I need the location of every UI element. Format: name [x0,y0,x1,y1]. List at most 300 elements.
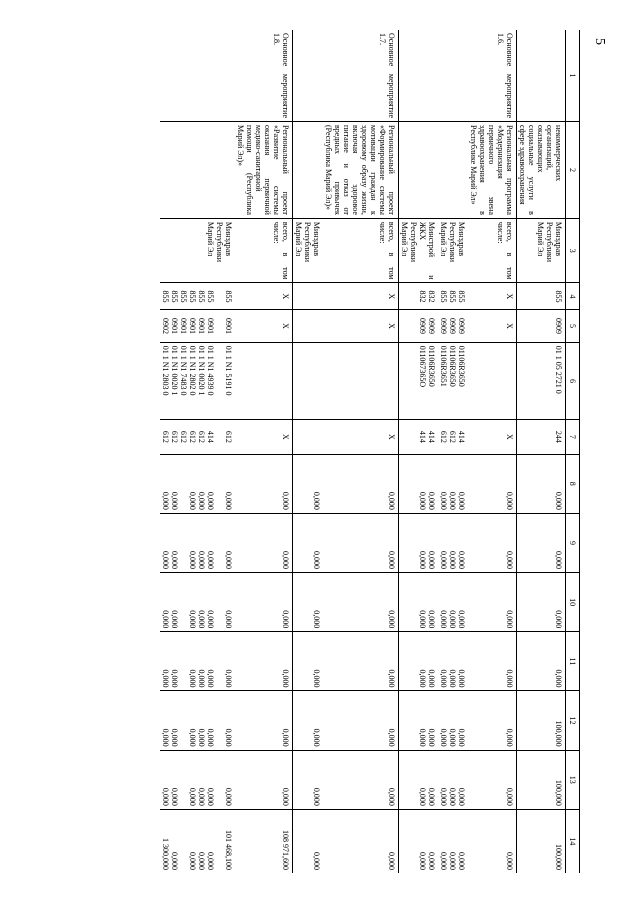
cell-line: 0,000 [206,551,215,570]
cell-line: 0,000 [206,787,215,806]
cell-line: 855 [188,290,197,303]
cell-line: 0909 [418,318,427,335]
cell-line: 0,000 [457,491,466,510]
value-col-12-cell [160,691,235,750]
cell-line: 01 1 05 2721 0 [554,345,563,394]
cell-line: 0,000 [224,787,233,806]
value-col-8-cell [293,454,324,513]
target-article-cell [468,342,517,420]
value-col-8-cell [517,454,566,513]
cell-line: 0,000 [427,787,436,806]
value-col-8-cell [438,454,468,513]
cell-line: 0901 [224,318,233,335]
cell-line: 0,000 [505,551,514,570]
cell-line: Основное мероприятие 1.6. [496,33,514,118]
value-col-14-cell [517,809,566,873]
cell-line [179,458,188,510]
cell-line: 0,000 [188,610,197,629]
event-description-cell [468,122,517,219]
target-article-cell [293,342,324,420]
target-article-cell [235,342,293,420]
cell-line: 100,000 [554,844,563,870]
cell-line: 0,000 [439,852,448,870]
cell-line: 0,000 [505,728,514,747]
table-row [438,30,468,873]
event-description-cell [160,122,235,219]
cell-line: 832 [418,290,427,303]
rotated-table-container [115,30,580,873]
cell-line: 011067365О [418,345,427,388]
value-col-8-cell [235,454,293,513]
event-name-cell [438,30,468,122]
cell-line: всего, в том числе: [496,221,514,280]
value-col-14-cell [160,809,235,873]
cell-line: 855 [197,290,206,303]
cell-line: 0,000 [312,669,321,688]
cell-line [312,346,321,417]
cell-line: 612 [170,430,179,443]
target-article-cell [160,342,235,420]
cell-line: 0,000 [312,491,321,510]
executor-cell [468,218,517,283]
value-col-14-cell [235,809,293,873]
cell-line: 855 [170,290,179,303]
event-description-cell [323,122,399,219]
cell-line: Региональный проект «Формирование системы мотивации граждан к здоровому образу жизни, включая здоровое питание и отказ от вредных привычек (Республика Марий Эл)» [324,125,396,215]
cell-line: 0,000 [188,728,197,747]
cell-line: Региональная программа «Модернизация первичного звена здравоохранения в Республике Марий Эл» [469,125,514,215]
cell-line: 0,000 [439,728,448,747]
expense-type-cell [323,420,399,454]
cell-line: Основное мероприятие 1.8. [272,33,290,118]
cell-line: 855 [457,290,466,303]
cell-line: 0,000 [505,787,514,806]
cell-line: 01 1 N1 7483 0 [179,345,188,396]
cell-line: 414 [418,430,427,443]
column-header: 10 [566,573,580,632]
value-col-13-cell [517,750,566,809]
value-col-12-cell [323,691,399,750]
cell-line: 0,000 [161,491,170,510]
cell-line: 0,000 [457,551,466,570]
executor-cell [323,218,399,283]
cell-line [179,517,188,569]
cell-line: 0,000 [554,491,563,510]
cell-line: 0,000 [170,491,179,510]
grbs-code-cell [438,283,468,310]
cell-line: Х [387,323,396,329]
value-col-13-cell [293,750,324,809]
value-col-9-cell [235,513,293,572]
cell-line: 612 [161,430,170,443]
table-row [293,30,324,873]
value-col-8-cell [399,454,439,513]
grbs-code-cell [468,283,517,310]
cell-line: 0,000 [188,491,197,510]
event-description-cell [235,122,293,219]
cell-line: 0,000 [439,551,448,570]
cell-line: 01106R3651 [439,345,448,387]
event-name-cell [160,30,235,122]
cell-line: 0,000 [439,491,448,510]
cell-line: 0,000 [224,728,233,747]
cell-line: Х [281,434,290,440]
cell-line: некоммерческих организаций, оказывающих социальные услуги в сфере здравоохранения [518,125,563,215]
value-col-9-cell [468,513,517,572]
cell-line: 0,000 [206,728,215,747]
cell-line: Х [387,293,396,300]
grbs-code-cell [517,283,566,310]
cell-line [312,286,321,306]
cell-line: 0,000 [448,551,457,570]
cell-line [179,813,188,870]
grbs-code-cell [160,283,235,310]
cell-line: 0,000 [197,551,206,570]
section-code-cell [399,310,439,342]
cell-line [224,125,233,215]
column-header: 6 [566,342,580,420]
table-row [517,30,566,873]
value-col-12-cell [235,691,293,750]
executor-cell [235,218,293,283]
cell-line: 0909 [439,318,448,335]
cell-line: 414 [457,430,466,443]
cell-line: 0901 [206,318,215,335]
value-col-10-cell [468,573,517,632]
section-code-cell [235,310,293,342]
cell-line: 0,000 [224,669,233,688]
value-col-14-cell [399,809,439,873]
cell-line: 0,000 [206,852,215,870]
cell-line [312,313,321,338]
column-header: 4 [566,283,580,310]
value-col-11-cell [399,632,439,691]
cell-line: всего, в том числе: [272,221,290,280]
cell-line: 0901 [188,318,197,335]
cell-line [427,33,436,118]
cell-line [281,346,290,417]
cell-line: 0,000 [161,669,170,688]
cell-line: 0,000 [427,551,436,570]
cell-line: 100,000 [554,779,563,806]
cell-line: 0,000 [448,852,457,870]
cell-line [179,694,188,746]
cell-line: 100,000 [554,720,563,747]
cell-line [215,754,224,806]
section-code-cell [293,310,324,342]
cell-line [215,813,224,870]
event-description-cell [438,122,468,219]
cell-line: 0909 [554,318,563,335]
cell-line: 0,000 [387,787,396,806]
value-col-11-cell [235,632,293,691]
cell-line: 0,000 [418,491,427,510]
value-col-13-cell [438,750,468,809]
cell-line: 0,000 [457,669,466,688]
cell-line: 0,000 [197,852,206,870]
cell-line: 0,000 [197,787,206,806]
cell-line: 0,000 [505,491,514,510]
cell-line [215,694,224,746]
cell-line: 0,000 [197,669,206,688]
value-col-13-cell [399,750,439,809]
expense-type-cell [468,420,517,454]
value-col-9-cell [160,513,235,572]
cell-line: 0,000 [418,610,427,629]
target-article-cell [517,342,566,420]
cell-line [215,517,224,569]
cell-line: 0,000 [281,610,290,629]
cell-line: 0,000 [206,610,215,629]
cell-line: Х [281,293,290,300]
cell-line: 855 [179,290,188,303]
cell-line: 612 [179,430,188,443]
cell-line: 0,000 [505,669,514,688]
value-col-10-cell [235,573,293,632]
cell-line: 0,000 [161,787,170,806]
cell-line: 855 [206,290,215,303]
cell-line: 0,000 [448,787,457,806]
cell-line: 0,000 [418,852,427,870]
cell-line: 0,000 [224,491,233,510]
cell-line: Региональный проект «Развитие системы оказания первичной медико-санитарной помощи (Республика Марий Эл)» [236,125,290,215]
page-number: 5 [592,38,607,45]
cell-line: 0,000 [281,669,290,688]
value-col-10-cell [323,573,399,632]
event-description-cell [399,122,439,219]
cell-line: 0,000 [188,551,197,570]
cell-line: 855 [224,290,233,303]
cell-line: 101 468,100 [224,830,233,870]
cell-line: 0,000 [457,852,466,870]
cell-line: 0,000 [312,551,321,570]
cell-line: 414 [427,430,436,443]
cell-line: 0901 [170,318,179,335]
cell-line: 0,000 [505,610,514,629]
value-col-9-cell [323,513,399,572]
value-col-12-cell [438,691,468,750]
value-col-10-cell [399,573,439,632]
cell-line: 0,000 [281,728,290,747]
cell-line: 1 300,000 [161,838,170,870]
cell-line: Х [281,323,290,329]
value-col-13-cell [235,750,293,809]
cell-line: 0,000 [418,669,427,688]
cell-line: 0,000 [427,491,436,510]
column-header: 2 [566,122,580,219]
cell-line: 0,000 [188,787,197,806]
section-code-cell [517,310,566,342]
column-header: 13 [566,750,580,809]
column-header: 8 [566,454,580,513]
cell-line: 0,000 [197,610,206,629]
value-col-8-cell [323,454,399,513]
cell-line [224,33,233,118]
table-row [160,30,235,873]
event-description-cell [293,122,324,219]
cell-line [215,458,224,510]
cell-line: 0,000 [224,551,233,570]
value-col-9-cell [399,513,439,572]
event-name-cell [323,30,399,122]
cell-line: 0,000 [418,551,427,570]
target-article-cell [399,342,439,420]
column-header: 7 [566,420,580,454]
cell-line: 0,000 [439,787,448,806]
value-col-11-cell [438,632,468,691]
cell-line: 0,000 [387,610,396,629]
cell-line: 01 1 N1 0020 1 [197,345,206,396]
column-header: 11 [566,632,580,691]
cell-line: 612 [197,430,206,443]
cell-line: 0,000 [161,610,170,629]
cell-line [312,125,321,215]
column-header: 14 [566,809,580,873]
cell-line: 0,000 [197,728,206,747]
cell-line: 01106R3650 [448,345,457,387]
cell-line [215,313,224,338]
cell-line [505,346,514,417]
cell-line: 0,000 [427,728,436,747]
cell-line: 0,000 [439,610,448,629]
cell-line: 0,000 [387,852,396,870]
event-name-cell [293,30,324,122]
expense-type-cell [293,420,324,454]
value-col-12-cell [517,691,566,750]
value-col-8-cell [160,454,235,513]
value-col-14-cell [323,809,399,873]
value-col-11-cell [468,632,517,691]
cell-line: 0,000 [188,669,197,688]
column-header: 5 [566,310,580,342]
cell-line: 0,000 [312,852,321,870]
cell-line: 0,000 [281,491,290,510]
cell-line: 0,000 [505,852,514,870]
cell-line: 0,000 [161,551,170,570]
cell-line: 0909 [448,318,457,335]
cell-line: 01 1 N1 4939 0 [206,345,215,396]
cell-line: 01106R3650 [457,345,466,387]
value-col-14-cell [468,809,517,873]
event-name-cell [468,30,517,122]
executor-cell [399,218,439,283]
cell-line: всего, в том числе: [378,221,396,280]
cell-line: 0,000 [170,610,179,629]
cell-line: 0,000 [224,610,233,629]
table-body [160,30,566,873]
expense-type-cell [235,420,293,454]
section-code-cell [468,310,517,342]
cell-line: Минздрав Республики Марий Эл [439,221,466,263]
cell-line: Основное мероприятие 1.7. [378,33,396,118]
cell-line: 0,000 [439,669,448,688]
value-col-11-cell [323,632,399,691]
cell-line: 0,000 [448,610,457,629]
cell-line: Х [505,434,514,440]
cell-line: 0,000 [170,787,179,806]
cell-line: 612 [224,430,233,443]
cell-line: Минздрав Республики Марий Эл [206,221,233,263]
cell-line [179,754,188,806]
target-article-cell [323,342,399,420]
section-code-cell [323,310,399,342]
cell-line [457,33,466,118]
cell-line: 0,000 [188,852,197,870]
column-header: 1 [566,30,580,122]
cell-line [215,423,224,450]
cell-line: 0,000 [170,551,179,570]
cell-line: 0,000 [206,491,215,510]
cell-line: 0,000 [427,669,436,688]
value-col-14-cell [438,809,468,873]
cell-line: Х [505,323,514,329]
cell-line: 0,000 [197,491,206,510]
table-row [468,30,517,873]
cell-line: 0901 [179,318,188,335]
cell-line [427,125,436,215]
column-header: 3 [566,218,580,283]
value-col-11-cell [160,632,235,691]
executor-cell [438,218,468,283]
cell-line: 0,000 [427,610,436,629]
cell-line [387,346,396,417]
grbs-code-cell [399,283,439,310]
value-col-9-cell [438,513,468,572]
value-col-14-cell [293,809,324,873]
cell-line: 0,000 [457,610,466,629]
cell-line: 0,000 [387,491,396,510]
cell-line: 0,000 [418,728,427,747]
column-header: 12 [566,691,580,750]
section-code-cell [160,310,235,342]
value-col-10-cell [517,573,566,632]
grbs-code-cell [235,283,293,310]
value-col-9-cell [293,513,324,572]
expense-type-cell [160,420,235,454]
cell-line [312,33,321,118]
cell-line: 0902 [161,318,170,335]
value-col-13-cell [323,750,399,809]
cell-line [312,423,321,450]
cell-line: 01 1 N1 2802 0 [188,345,197,396]
cell-line: 414 [206,430,215,443]
cell-line: 0,000 [281,787,290,806]
cell-line: 612 [188,430,197,443]
cell-line: 0,000 [554,669,563,688]
cell-line: 0,000 [387,728,396,747]
table-row [235,30,293,873]
cell-line: 832 [427,290,436,303]
cell-line: 0,000 [387,551,396,570]
cell-line: 0,000 [170,852,179,870]
cell-line: 01 1 N1 2803 0 [161,345,170,396]
cell-line [215,576,224,628]
cell-line: 0,000 [418,787,427,806]
cell-line: 612 [448,430,457,443]
cell-line: 0,000 [312,728,321,747]
cell-line: 855 [554,290,563,303]
cell-line: Минздрав Республики Марий Эл [294,221,321,263]
executor-cell [293,218,324,283]
cell-line: 0,000 [448,669,457,688]
cell-line: 0,000 [387,669,396,688]
cell-line: 0,000 [554,610,563,629]
cell-line: 108 971,600 [281,830,290,870]
cell-line [179,635,188,687]
cell-line: 0,000 [161,728,170,747]
cell-line: 0,000 [312,787,321,806]
value-col-13-cell [468,750,517,809]
